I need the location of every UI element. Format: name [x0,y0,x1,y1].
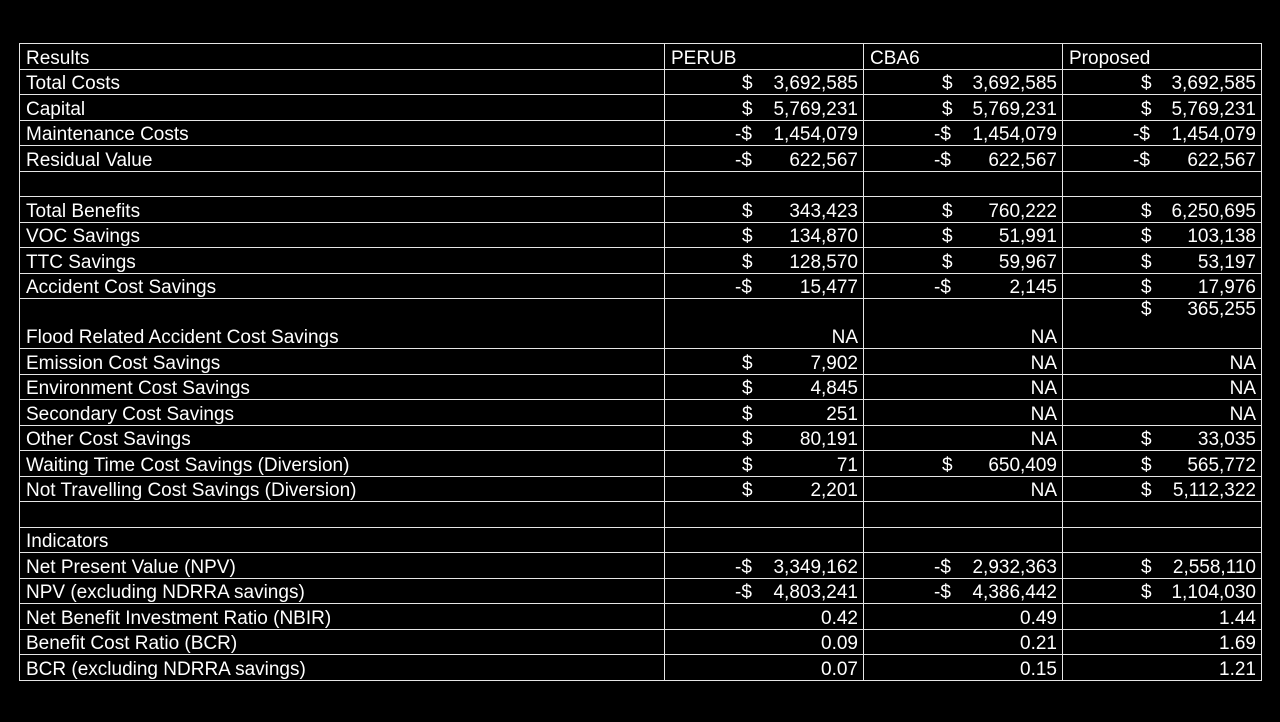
value-cell [1063,476,1262,502]
value-cell [864,273,1063,299]
cell-value: NA [1229,403,1256,425]
value-cell [1063,146,1262,172]
table-row [20,502,1262,528]
value-cell [1063,171,1262,197]
currency-symbol: -$ [934,149,951,171]
value-cell [665,197,864,223]
value-cell [864,197,1063,223]
value-cell [1063,299,1262,349]
value-cell [665,273,864,299]
currency-symbol: $ [942,98,953,120]
row-label [20,502,665,528]
cell-value: 15,477 [799,277,858,298]
row-label: Other Cost Savings [20,425,665,451]
currency-symbol: $ [942,226,953,247]
currency-symbol: $ [1141,73,1152,94]
cell-value: 2,145 [1009,277,1057,298]
cell-value: 59,967 [998,251,1057,273]
table-row [20,146,1262,172]
value-cell [864,553,1063,579]
value-cell [864,527,1063,553]
table-row [20,273,1262,299]
value-cell [864,120,1063,146]
value-cell [1063,273,1262,299]
cell-value: 1.21 [1219,658,1256,680]
cell-value: NA [1030,378,1057,399]
cell-value: 2,201 [810,480,858,501]
table-row [20,553,1262,579]
cell-value: 0.07 [821,658,858,680]
cell-value: 760,222 [988,200,1057,222]
value-cell [864,425,1063,451]
value-cell [1063,604,1262,630]
row-label: Not Travelling Cost Savings (Diversion) [20,476,665,502]
cell-value: 0.09 [821,633,858,654]
cell-value: 53,197 [1197,251,1256,273]
currency-symbol: $ [1141,582,1152,603]
table-row [20,69,1262,95]
row-label: Secondary Cost Savings [20,400,665,426]
value-cell [1063,120,1262,146]
row-label: Emission Cost Savings [20,349,665,375]
value-cell [1063,451,1262,477]
cell-value: 0.42 [821,607,858,629]
row-label: Residual Value [20,146,665,172]
value-cell [665,95,864,121]
cell-value: 622,567 [789,149,858,171]
value-cell [665,553,864,579]
currency-symbol: $ [942,251,953,273]
currency-symbol: $ [742,378,753,399]
row-label: Net Benefit Investment Ratio (NBIR) [20,604,665,630]
currency-symbol: -$ [1133,124,1150,145]
value-cell [665,374,864,400]
value-cell [864,222,1063,248]
cell-value: 622,567 [1187,149,1256,171]
currency-symbol: -$ [735,556,752,578]
value-cell [864,349,1063,375]
currency-symbol: $ [1141,480,1152,501]
table-row [20,655,1262,681]
value-cell [665,120,864,146]
currency-symbol: $ [1141,277,1152,298]
currency-symbol: $ [742,200,753,222]
currency-symbol: -$ [735,124,752,145]
value-cell [1063,553,1262,579]
value-cell [1063,425,1262,451]
cell-value: NA [1030,429,1057,450]
value-cell [665,349,864,375]
cell-value: 5,769,231 [1171,98,1256,120]
currency-symbol: $ [1141,98,1152,120]
value-cell [864,578,1063,604]
cell-value: 3,692,585 [1171,73,1256,94]
table-row [20,476,1262,502]
value-cell [665,222,864,248]
cell-value: 1,454,079 [773,124,858,145]
cell-value: 0.15 [1020,658,1057,680]
currency-symbol: $ [742,403,753,425]
value-cell [1063,197,1262,223]
cell-value: 5,112,322 [1172,480,1256,501]
cell-value: 5,769,231 [773,98,858,120]
currency-symbol: -$ [934,582,951,603]
value-cell [1063,374,1262,400]
header-perub: PERUB [665,44,864,70]
cell-value: 2,558,110 [1172,556,1256,578]
value-cell [864,95,1063,121]
cell-value: NA [1229,378,1256,399]
value-cell [864,655,1063,681]
row-label: NPV (excluding NDRRA savings) [20,578,665,604]
currency-symbol: $ [1141,226,1152,247]
table-row [20,222,1262,248]
currency-symbol: -$ [934,277,951,298]
value-cell [864,502,1063,528]
value-cell [1063,222,1262,248]
value-cell [1063,248,1262,274]
value-cell [665,604,864,630]
cell-value: NA [1030,403,1057,425]
value-cell [864,400,1063,426]
cell-value: 4,845 [810,378,858,399]
value-cell [665,299,864,349]
currency-symbol: $ [1141,200,1152,222]
value-cell [864,374,1063,400]
row-label: Accident Cost Savings [20,273,665,299]
cell-value: 17,976 [1197,277,1256,298]
cell-value: 251 [826,403,858,425]
cell-value: 4,803,241 [773,582,858,603]
cell-value: 0.21 [1020,633,1057,654]
value-cell [665,655,864,681]
value-cell [665,400,864,426]
cell-value: 134,870 [789,226,858,247]
currency-symbol: $ [1141,454,1152,476]
table-body [20,44,1262,681]
cell-value: NA [1030,327,1057,348]
value-cell [864,69,1063,95]
table-row [20,95,1262,121]
table-row [20,171,1262,197]
currency-symbol: $ [742,98,753,120]
cell-value: 51,991 [998,226,1057,247]
table-row [20,527,1262,553]
value-cell [665,527,864,553]
cell-value: 622,567 [988,149,1057,171]
table-row [20,197,1262,223]
value-cell [864,629,1063,655]
table-row [20,629,1262,655]
row-label: Waiting Time Cost Savings (Diversion) [20,451,665,477]
value-cell [864,171,1063,197]
currency-symbol: $ [942,200,953,222]
currency-symbol: -$ [735,149,752,171]
currency-symbol: -$ [735,582,752,603]
cell-value: 650,409 [988,454,1057,476]
value-cell [665,146,864,172]
currency-symbol: -$ [934,556,951,578]
cell-value: 80,191 [799,429,858,450]
row-label: Benefit Cost Ratio (BCR) [20,629,665,655]
value-cell [864,604,1063,630]
header-cba6: CBA6 [864,44,1063,70]
value-cell [864,248,1063,274]
value-cell [1063,502,1262,528]
currency-symbol: $ [742,454,753,476]
row-label: Maintenance Costs [20,120,665,146]
cell-value: 5,769,231 [972,98,1057,120]
value-cell [665,578,864,604]
currency-symbol: $ [942,454,953,476]
row-label: BCR (excluding NDRRA savings) [20,655,665,681]
value-cell [1063,400,1262,426]
value-cell [665,171,864,197]
cell-value: 4,386,442 [972,582,1057,603]
table-row [20,451,1262,477]
cell-value: 128,570 [789,251,858,273]
cell-value: NA [1030,352,1057,374]
currency-symbol: $ [742,73,753,94]
row-label: Net Present Value (NPV) [20,553,665,579]
value-cell [1063,527,1262,553]
results-table [19,43,1262,681]
cell-value: 565,772 [1187,454,1256,476]
currency-symbol: $ [942,73,953,94]
cell-value: 3,349,162 [773,556,858,578]
value-cell [1063,95,1262,121]
cell-value: 1,454,079 [972,124,1057,145]
cell-value: 1,104,030 [1171,582,1256,603]
currency-symbol: $ [1141,429,1152,450]
row-label: Total Costs [20,69,665,95]
table-row [20,120,1262,146]
cell-value: 2,932,363 [972,556,1057,578]
row-label: Environment Cost Savings [20,374,665,400]
cell-value: 71 [836,454,858,476]
row-label: Capital [20,95,665,121]
table-row [20,400,1262,426]
row-label: TTC Savings [20,248,665,274]
value-cell [1063,578,1262,604]
value-cell [665,425,864,451]
cell-value: 7,902 [810,352,858,374]
value-cell [665,476,864,502]
value-cell [1063,349,1262,375]
value-cell [665,451,864,477]
currency-symbol: $ [1141,556,1152,578]
row-label: VOC Savings [20,222,665,248]
currency-symbol: $ [1141,299,1152,320]
cell-value: NA [1030,480,1057,501]
currency-symbol: $ [742,251,753,273]
table-row [20,248,1262,274]
cell-value: 33,035 [1197,429,1256,450]
value-cell [665,502,864,528]
cell-value: 6,250,695 [1171,200,1256,222]
cell-value: 3,692,585 [773,73,858,94]
currency-symbol: $ [742,226,753,247]
value-cell [864,146,1063,172]
table-row [20,425,1262,451]
currency-symbol: $ [742,429,753,450]
value-cell [1063,69,1262,95]
cell-value: 0.49 [1020,607,1057,629]
cell-value: NA [831,327,858,348]
row-label: Total Benefits [20,197,665,223]
row-label [20,171,665,197]
cell-value: 365,255 [1187,299,1256,320]
value-cell [864,451,1063,477]
cell-value: 103,138 [1187,226,1256,247]
header-results: Results [20,44,665,70]
header-row [20,44,1262,70]
table-row [20,349,1262,375]
value-cell [1063,629,1262,655]
cell-value: 3,692,585 [972,73,1057,94]
cell-value: 1.69 [1219,633,1256,654]
value-cell [864,299,1063,349]
cell-value: 1,454,079 [1171,124,1256,145]
value-cell [665,69,864,95]
currency-symbol: $ [1141,251,1152,273]
value-cell [864,476,1063,502]
currency-symbol: $ [742,352,753,374]
row-label: Flood Related Accident Cost Savings [20,299,665,349]
cell-value: NA [1229,352,1256,374]
cell-value: 343,423 [789,200,858,222]
currency-symbol: -$ [735,277,752,298]
row-label: Indicators [20,527,665,553]
value-cell [665,248,864,274]
cell-value: 1.44 [1219,607,1256,629]
currency-symbol: $ [742,480,753,501]
value-cell [665,629,864,655]
currency-symbol: -$ [934,124,951,145]
table-row [20,578,1262,604]
table-row [20,299,1262,349]
header-proposed: Proposed [1063,44,1262,70]
currency-symbol: -$ [1133,149,1150,171]
table-row [20,604,1262,630]
value-cell [1063,655,1262,681]
table-row [20,374,1262,400]
